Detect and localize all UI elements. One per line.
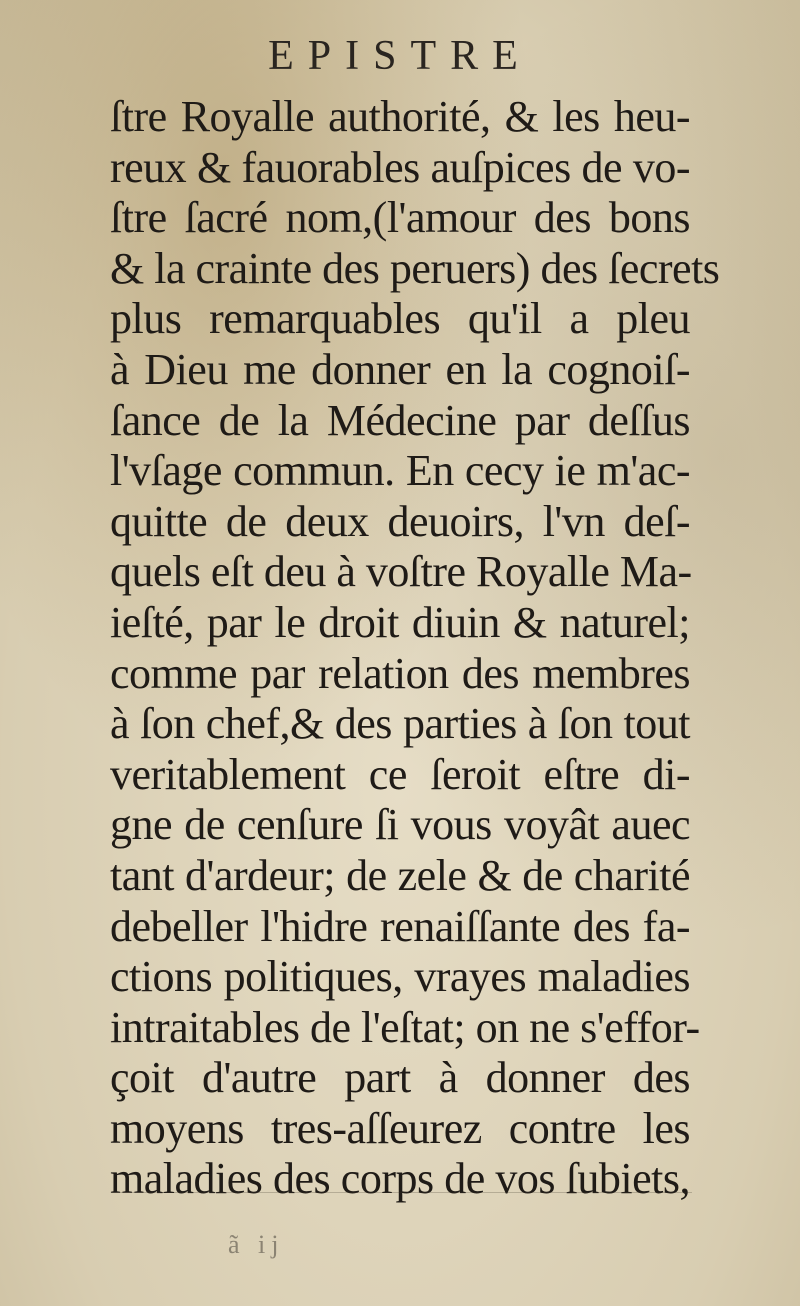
text-line: quitte de deux deuoirs, l'vn deſ- [110, 496, 690, 546]
text-line: ſance de la Médecine par deſſus [110, 395, 690, 445]
text-line: çoit d'autre part à donner des [110, 1053, 690, 1103]
text-line: gne de cenſure ſi vous voyât auec [110, 800, 690, 850]
text-line: ſtre Royalle authorité, & les heu- [110, 92, 690, 141]
text-line: intraitables de l'eſtat; on ne s'effor- [110, 1002, 700, 1052]
text-line: l'vſage commun. En cecy ie m'ac- [110, 446, 690, 496]
signature-mark: ã ij [228, 1230, 285, 1259]
text-line: maladies des corps de vos ſubiets, [110, 1154, 690, 1204]
text-line: quels eſt deu à voſtre Royalle Ma- [110, 547, 692, 597]
text-line: tant d'ardeur; de zele & de charité [110, 850, 690, 900]
text-line: moyens tres-aſſeurez contre les [110, 1103, 690, 1153]
text-line: ieſté, par le droit diuin & naturel; [110, 597, 690, 647]
text-line: ſtre ſacré nom,(l'amour des bons [110, 193, 690, 243]
text-line: debeller l'hidre renaiſſante des fa- [110, 901, 690, 951]
divider [112, 1192, 692, 1193]
text-line: ctions politiques, vrayes maladies [110, 952, 690, 1002]
text-line: comme par relation des membres [110, 648, 690, 698]
running-head [0, 32, 800, 80]
text-line: à Dieu me donner en la cognoiſ- [110, 344, 690, 394]
text-line: à ſon chef,& des parties à ſon tout [110, 699, 690, 749]
text-line: plus remarquables qu'il a pleu [110, 294, 690, 344]
running-head-text: EPISTRE [268, 33, 532, 79]
text-line: & la crainte des peruers) des ſecrets [110, 243, 720, 293]
text-line: veritablement ce ſeroit eſtre di- [110, 749, 690, 799]
body-text [110, 92, 720, 1205]
text-line: reux & fauorables auſpices de vo- [110, 142, 690, 192]
